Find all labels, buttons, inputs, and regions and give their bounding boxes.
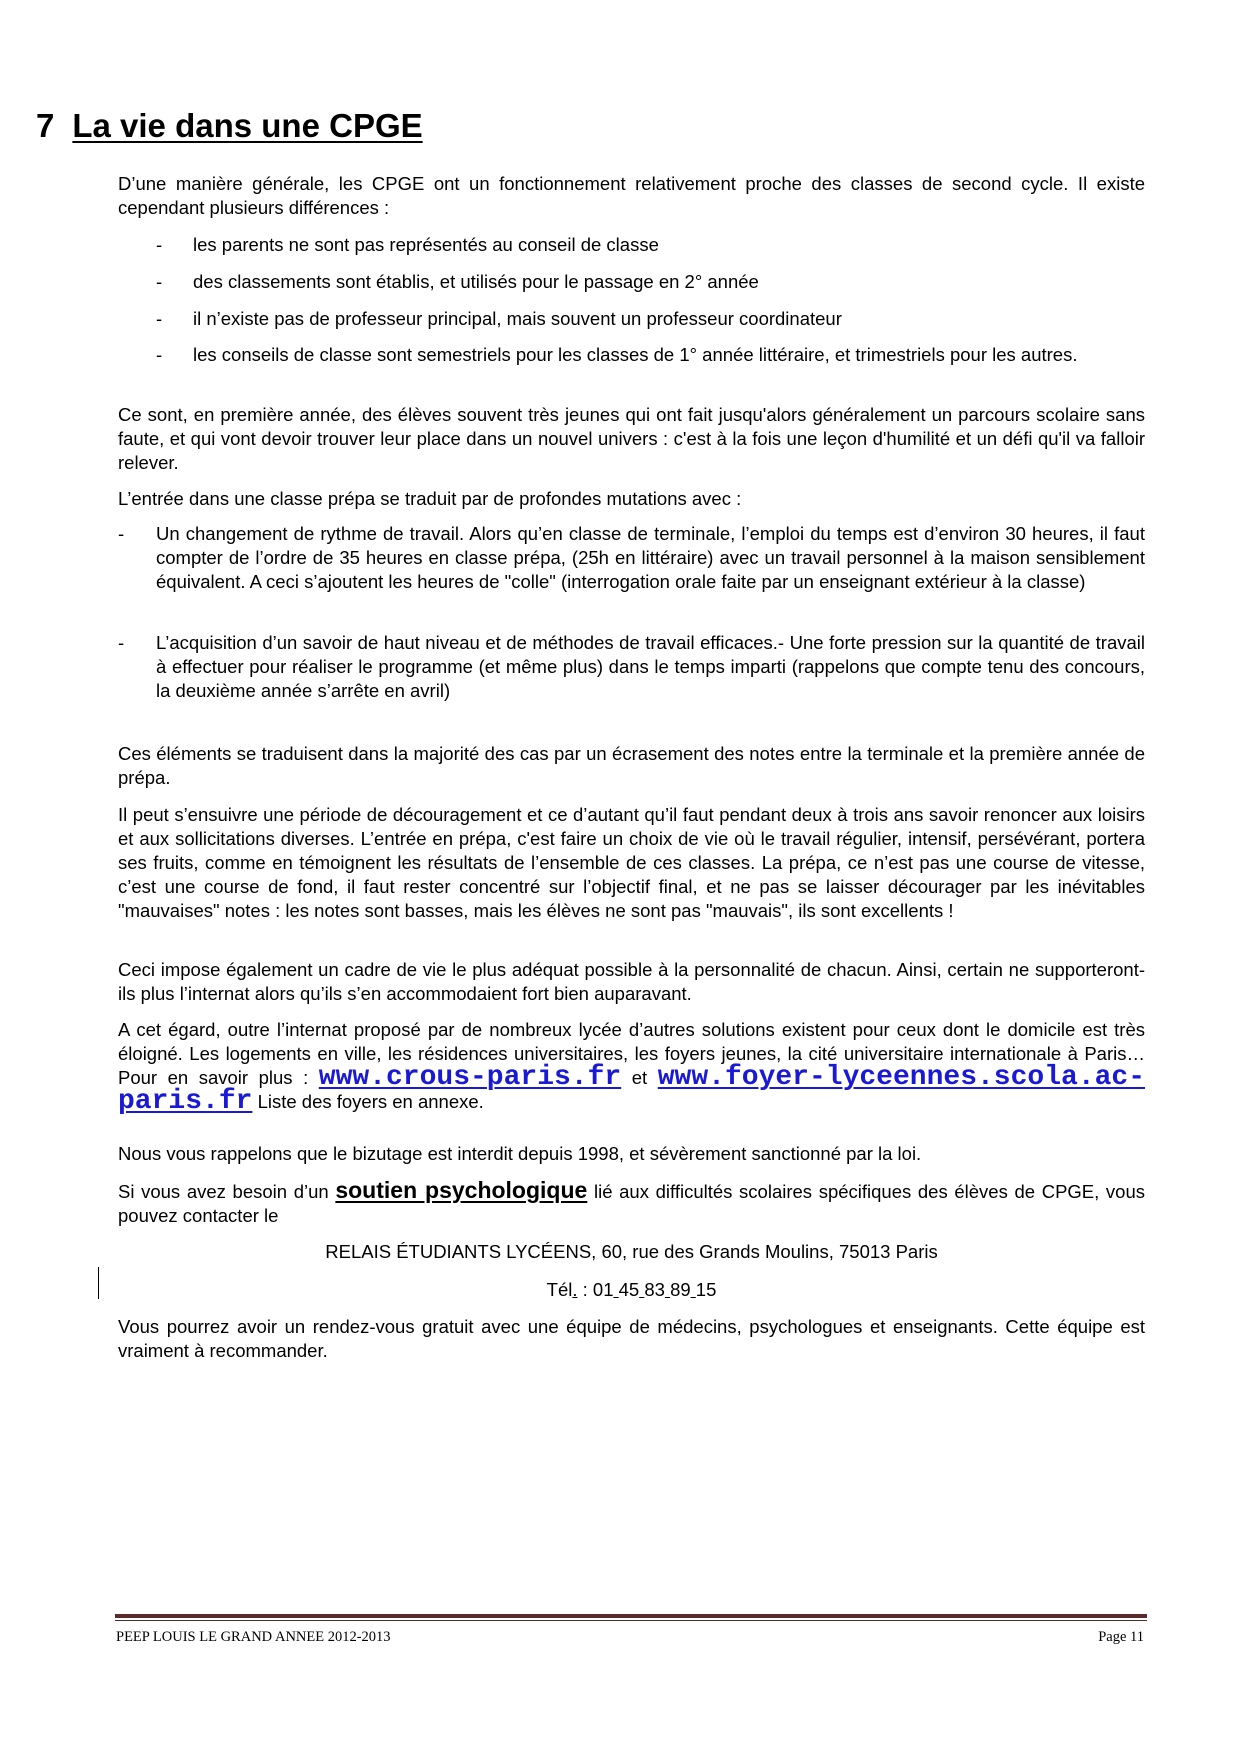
discouragement-paragraph: Il peut s’ensuivre une période de découragement et ce d’autant qu’il faut pendant deux à trois ans savoir renoncer aux loisirs et aux sollicitations diverses. L’entrée en prépa, c'est faire un choix de vie où le travail régulier, intensif, persévérant, portera ses fruits, comme en témoignent les résultats de l’ensemble de ces classes. La prépa, ce n’est pas une course de vitesse, c’est une course de fond, il faut rester concentré sur l’objectif final, et ne pas se laisser décourager par les inévitables "mauvaises" notes : les notes sont basses, mais les élèves ne sont pas "mauvais", ils sont excellents ! — [118, 804, 1145, 921]
entry-paragraph: L’entrée dans une classe prépa se traduit par de profondes mutations avec : — [118, 488, 742, 509]
list-dash: - — [118, 523, 125, 544]
notes-paragraph: Ces éléments se traduisent dans la majorité des cas par un écrasement des notes entre la terminale et la première année de prépa. — [118, 743, 1145, 788]
foyer-link[interactable]: www.foyer-lyceennes.scola.ac-paris.fr — [118, 1062, 1146, 1117]
intro-paragraph: D’une manière générale, les CPGE ont un fonctionnement relativement proche des classes de second cycle. Il existe cependant plusieurs différences : — [118, 173, 1145, 218]
list-dash: - — [118, 632, 125, 653]
relais-address: RELAIS ÉTUDIANTS LYCÉENS, 60, rue des Grands Moulins, 75013 Paris — [325, 1241, 938, 1262]
list-item-text: les conseils de classe sont semestriels pour les classes de 1° année littéraire, et trimestriels pour les autres. — [193, 344, 1078, 365]
housing-tail: Liste des foyers en annexe. — [257, 1091, 484, 1112]
list-dash: - — [156, 344, 163, 365]
section-heading — [36, 107, 423, 145]
section-number: 7 — [36, 107, 55, 144]
closing-paragraph: Vous pourrez avoir un rendez-vous gratuit avec une équipe de médecins, psychologues et enseignants. Cette équipe est vraiment à recommander. — [118, 1316, 1145, 1361]
support-text-before: Si vous avez besoin d’un — [118, 1181, 329, 1202]
footer-rule — [115, 1614, 1147, 1618]
revision-bar — [98, 1267, 99, 1299]
list-item-text: L’acquisition d’un savoir de haut niveau et de méthodes de travail efficaces.- Une forte pression sur la quantité de travail à effectuer pour réaliser le programme (et même plus) dans le temps imparti (rappelons que compte tenu des concours, la deuxième année s’arrête en avril) — [156, 632, 1145, 701]
living-conditions-paragraph: Ceci impose également un cadre de vie le plus adéquat possible à la personnalité de chacun. Ainsi, certain ne supporteront-ils plus l’internat alors qu’ils s’en accommodaient fort bien auparavant. — [118, 959, 1145, 1004]
section-title: La vie dans une CPGE — [72, 107, 423, 144]
first-year-paragraph: Ce sont, en première année, des élèves souvent très jeunes qui ont fait jusqu'alors généralement un parcours scolaire sans faute, et qui vont devoir trouver leur place dans un nouvel univers : c'est à la fois une leçon d'humilité et un défi qu'il va falloir relever. — [118, 404, 1145, 473]
phone-dot: . — [572, 1279, 578, 1300]
list-dash: - — [156, 308, 163, 329]
list-dash: - — [156, 271, 163, 292]
list-item-text: les parents ne sont pas représentés au conseil de classe — [193, 234, 659, 255]
support-text-after: lié aux difficultés scolaires spécifiques des élèves de CPGE, vous pouvez contacter le — [118, 1181, 1146, 1226]
footer-rule-thin — [115, 1620, 1147, 1621]
phone-part: 45 — [618, 1279, 640, 1300]
support-emphasis: soutien psychologique — [335, 1177, 588, 1203]
phone-number — [118, 1278, 1145, 1302]
page-number: Page 11 — [1098, 1629, 1144, 1645]
phone-prefix: Tél — [546, 1279, 573, 1300]
phone-sep: : 01 — [577, 1279, 614, 1300]
footer-title: PEEP LOUIS LE GRAND ANNEE 2012-2013 — [116, 1629, 391, 1645]
list-item-text: des classements sont établis, et utilisés pour le passage en 2° année — [193, 271, 759, 292]
bizutage-paragraph: Nous vous rappelons que le bizutage est interdit depuis 1998, et sévèrement sanctionné par la loi. — [118, 1143, 922, 1164]
phone-part: 89 — [670, 1279, 691, 1300]
housing-paragraph — [118, 1018, 1146, 1117]
phone-part: 83 — [644, 1279, 665, 1300]
list-item-text: Un changement de rythme de travail. Alors qu’en classe de terminale, l’emploi du temps est d’environ 30 heures, il faut compter de l’ordre de 35 heures en classe prépa, (25h en littéraire) avec un travail personnel à la maison sensiblement équivalent. A ceci s’ajoutent les heures de "colle" (interrogation orale faite par un enseignant extérieur à la classe) — [156, 523, 1145, 592]
housing-text: A cet égard, outre l’internat proposé par de nombreux lycée d’autres solutions existent pour ceux dont le domicile est très éloigné. Les logements en ville, les résidences universitaires, les foyers jeunes, la cité universitaire internationale à Paris…Pour en savoir plus : — [118, 1019, 1145, 1088]
housing-and: et — [631, 1067, 648, 1088]
phone-part: 15 — [695, 1279, 717, 1300]
list-dash: - — [156, 234, 163, 255]
support-paragraph — [118, 1178, 1145, 1228]
list-item-text: il n’existe pas de professeur principal, mais souvent un professeur coordinateur — [193, 308, 842, 329]
crous-link[interactable]: www.crous-paris.fr — [318, 1062, 622, 1093]
